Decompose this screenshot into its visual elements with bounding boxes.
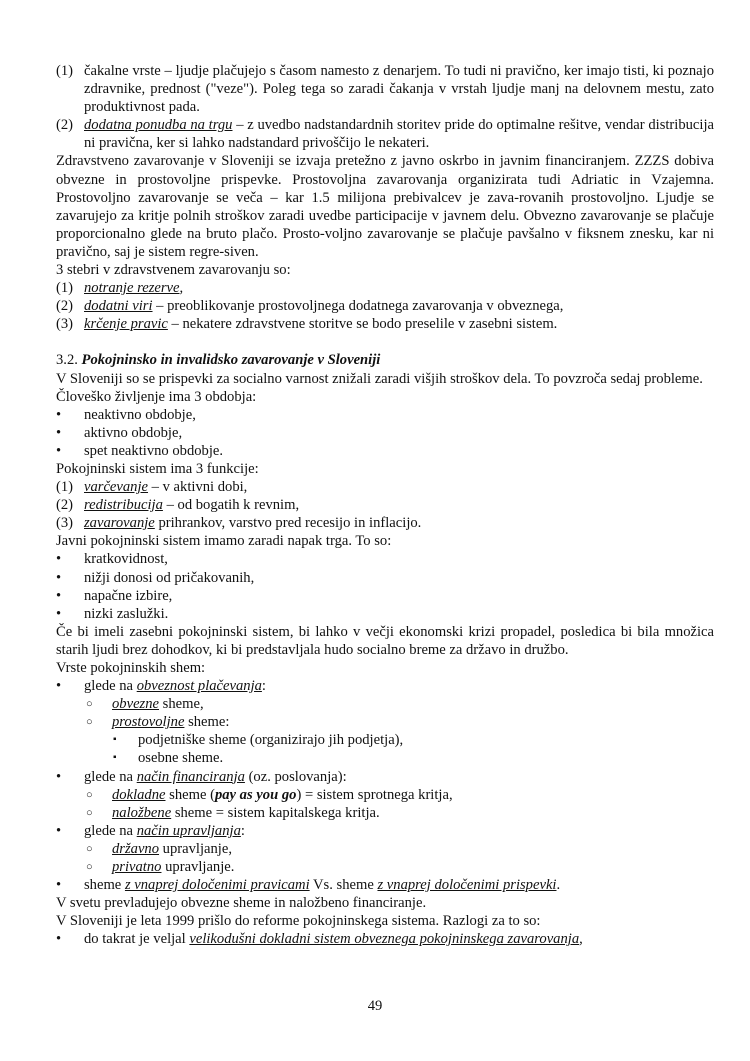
paragraph: Javni pokojninski sistem imamo zaradi napak trga. To so: bbox=[56, 533, 392, 550]
section-heading bbox=[56, 351, 714, 369]
item-text: do takrat je veljal bbox=[84, 931, 190, 948]
paragraph: Pokojninski sistem ima 3 funkcije: bbox=[56, 460, 259, 477]
bullet-item bbox=[56, 605, 714, 623]
item-text: – nekatere zdravstvene storitve se bodo preselile v zasebni sistem. bbox=[167, 316, 558, 333]
item-term: z vnaprej določenimi prispevki bbox=[377, 877, 557, 894]
item-term: dodatni viri bbox=[84, 298, 153, 315]
bullet-icon: • bbox=[56, 822, 62, 839]
bullet-item bbox=[56, 442, 714, 460]
bullet-item bbox=[56, 406, 714, 424]
item-term: velikodušni dokladni sistem obveznega pokojninskega zavarovanja bbox=[189, 931, 580, 948]
item-term: način financiranja bbox=[136, 768, 245, 785]
paragraph: Če bi imeli zasebni pokojninski sistem, bi lahko v večji ekonomski krizi propadel, posledica bi bila množica starih ljudi brez dohodkov, ki bi predstavljala hudo socialno breme za državo in družbo. bbox=[56, 623, 714, 658]
item-term: notranje rezerve bbox=[84, 280, 180, 297]
paragraph: V Sloveniji so se prispevki za socialno varnost znižali zaradi višjih stroškov dela. To povzroča sedaj probleme. bbox=[56, 370, 703, 387]
bullet-icon: • bbox=[56, 678, 62, 695]
square-bullet-icon: ▪ bbox=[113, 734, 117, 746]
square-bullet-icon: ▪ bbox=[113, 752, 117, 764]
item-text: – z uvedbo nadstandardnih storitev pride do optimalne rešitve, vendar distribucija ni pravična, ker si lahko nadstandard privoščijo le nekateri. bbox=[84, 117, 714, 152]
item-number: (2) bbox=[56, 117, 74, 134]
bullet-item bbox=[56, 876, 714, 894]
item-text: spet neaktivno obdobje. bbox=[84, 442, 224, 459]
paragraph: Človeško življenje ima 3 obdobja: bbox=[56, 388, 257, 405]
item-text: sheme: bbox=[184, 714, 230, 731]
bullet-icon: • bbox=[56, 551, 62, 568]
item-text: – od bogatih k revnim, bbox=[162, 497, 300, 514]
sub-bullet-item bbox=[56, 786, 714, 804]
item-term: naložbene bbox=[112, 804, 172, 821]
item-text: ) = sistem sprotnega kritja, bbox=[296, 786, 453, 803]
item-text: , bbox=[179, 280, 184, 297]
document-page bbox=[56, 62, 714, 949]
paragraph: Zdravstveno zavarovanje v Sloveniji se izvaja pretežno z javno oskrbo in javnim financiranjem. ZZZS dobiva obvezne in prostovoljne prispevke. Prostovoljna zavarovanja organizirata tudi Adriatic in Vzajemna. Prostovoljno zavarovanje se veča – kar 1.5 milijona prebivalcev je zava-rovanih prostovoljno. Ljudje se zavarujejo za kritje polnih stroškov zaradi uvedbe participacije v javnem delu. Obvezno zavarovanje se plačuje proporcionalno glede na bruto plačo. Prosto-voljno zavarovanje se plačuje pavšalno v fiksnem znesku, kar ni pravično, saj je sistem regre-siven. bbox=[56, 153, 714, 260]
sub-bullet-item bbox=[56, 840, 714, 858]
item-number: (1) bbox=[56, 63, 74, 79]
item-number: (1) bbox=[56, 280, 74, 297]
circle-bullet-icon: ○ bbox=[86, 698, 93, 711]
item-text: sheme = sistem kapitalskega kritja. bbox=[171, 804, 380, 821]
item-text: nižji donosi od pričakovanih, bbox=[84, 569, 255, 586]
item-term: način upravljanja bbox=[136, 822, 241, 839]
bullet-icon: • bbox=[56, 931, 62, 948]
item-term: dokladne bbox=[112, 786, 166, 803]
bullet-icon: • bbox=[56, 406, 62, 423]
paragraph: Vrste pokojninskih shem: bbox=[56, 660, 206, 676]
item-text: . bbox=[556, 877, 561, 894]
item-text: napačne izbire, bbox=[84, 587, 173, 604]
item-text: , bbox=[579, 931, 583, 948]
item-text: prihrankov, varstvo pred recesijo in inflacijo. bbox=[154, 515, 422, 532]
item-text: Vs. sheme bbox=[309, 877, 378, 894]
list-item bbox=[56, 116, 714, 152]
item-text: glede na bbox=[84, 822, 137, 839]
page-number: 49 bbox=[367, 998, 383, 1014]
bullet-item bbox=[56, 550, 714, 568]
item-text: glede na bbox=[84, 768, 137, 785]
item-term: privatno bbox=[112, 859, 162, 876]
item-text: upravljanje, bbox=[159, 840, 232, 857]
list-item bbox=[56, 514, 714, 532]
sub-bullet-item bbox=[56, 804, 714, 822]
item-text: osebne sheme. bbox=[138, 750, 224, 767]
bullet-icon: • bbox=[56, 605, 62, 622]
item-bold-term: pay as you go bbox=[214, 786, 297, 803]
item-text: sheme ( bbox=[165, 786, 215, 803]
bullet-item bbox=[56, 930, 714, 948]
item-text: upravljanje. bbox=[161, 859, 235, 876]
item-text: podjetniške sheme (organizirajo jih podjetja), bbox=[138, 732, 404, 749]
sub-sub-bullet-item bbox=[56, 749, 714, 767]
section-title: Pokojninsko in invalidsko zavarovanje v Sloveniji bbox=[81, 352, 381, 369]
item-text: (oz. poslovanja): bbox=[244, 768, 347, 785]
bullet-item bbox=[56, 768, 714, 786]
item-term: dodatna ponudba na trgu bbox=[84, 117, 233, 134]
item-term: z vnaprej določenimi pravicami bbox=[124, 877, 310, 894]
list-item bbox=[56, 279, 714, 297]
bullet-icon: • bbox=[56, 587, 62, 604]
bullet-icon: • bbox=[56, 768, 62, 785]
list-item bbox=[56, 62, 714, 116]
bullet-item bbox=[56, 587, 714, 605]
item-term: obvezne bbox=[112, 696, 160, 713]
item-text: čakalne vrste – ljudje plačujejo s časom namesto z denarjem. To tudi ni pravično, ker imajo tisti, ki poznajo zdravnike, prednost ("veze"). Poleg tega so zaradi čakanja v vrstah ljudje manj na delovnem mestu, zato produktivnost pada. bbox=[84, 63, 714, 116]
item-text: sheme bbox=[84, 877, 125, 894]
item-term: obveznost plačevanja bbox=[136, 678, 262, 695]
section-number: 3.2. bbox=[56, 352, 82, 369]
bullet-item bbox=[56, 569, 714, 587]
list-item bbox=[56, 496, 714, 514]
list-item bbox=[56, 315, 714, 333]
list-item bbox=[56, 297, 714, 315]
spacer bbox=[56, 333, 714, 351]
item-term: državno bbox=[112, 840, 160, 857]
circle-bullet-icon: ○ bbox=[86, 788, 93, 801]
circle-bullet-icon: ○ bbox=[86, 806, 93, 819]
item-text: glede na bbox=[84, 678, 137, 695]
sub-bullet-item bbox=[56, 858, 714, 876]
item-term: prostovoljne bbox=[112, 714, 185, 731]
item-term: zavarovanje bbox=[84, 515, 155, 532]
item-text: aktivno obdobje, bbox=[84, 424, 183, 441]
item-number: (3) bbox=[56, 316, 74, 333]
item-number: (1) bbox=[56, 479, 74, 496]
item-text: nizki zaslužki. bbox=[84, 605, 169, 622]
item-number: (3) bbox=[56, 515, 74, 532]
circle-bullet-icon: ○ bbox=[86, 716, 93, 729]
bullet-item bbox=[56, 677, 714, 695]
list-item bbox=[56, 478, 714, 496]
sub-bullet-item bbox=[56, 695, 714, 713]
circle-bullet-icon: ○ bbox=[86, 842, 93, 855]
bullet-icon: • bbox=[56, 569, 62, 586]
bullet-icon: • bbox=[56, 424, 62, 441]
sub-bullet-item bbox=[56, 713, 714, 731]
item-term: redistribucija bbox=[84, 497, 163, 514]
bullet-icon: • bbox=[56, 877, 62, 894]
bullet-item bbox=[56, 822, 714, 840]
item-text: – preoblikovanje prostovoljnega dodatnega zavarovanja v obveznega, bbox=[152, 298, 564, 315]
item-text: : bbox=[240, 822, 245, 839]
item-text: : bbox=[261, 678, 266, 695]
bullet-item bbox=[56, 424, 714, 442]
circle-bullet-icon: ○ bbox=[86, 861, 93, 874]
paragraph: V Sloveniji je leta 1999 prišlo do reforme pokojninskega sistema. Razlogi za to so: bbox=[56, 913, 541, 930]
item-text: – v aktivni dobi, bbox=[148, 479, 248, 496]
paragraph: 3 stebri v zdravstvenem zavarovanju so: bbox=[56, 262, 291, 279]
item-term: krčenje pravic bbox=[84, 316, 168, 333]
item-text: sheme, bbox=[159, 696, 204, 713]
item-text: kratkovidnost, bbox=[84, 551, 168, 568]
item-number: (2) bbox=[56, 497, 74, 514]
item-number: (2) bbox=[56, 298, 74, 315]
item-text: neaktivno obdobje, bbox=[84, 406, 196, 423]
item-term: varčevanje bbox=[84, 479, 149, 496]
sub-sub-bullet-item bbox=[56, 731, 714, 749]
paragraph: V svetu prevladujejo obvezne sheme in naložbeno financiranje. bbox=[56, 895, 427, 912]
bullet-icon: • bbox=[56, 442, 62, 459]
